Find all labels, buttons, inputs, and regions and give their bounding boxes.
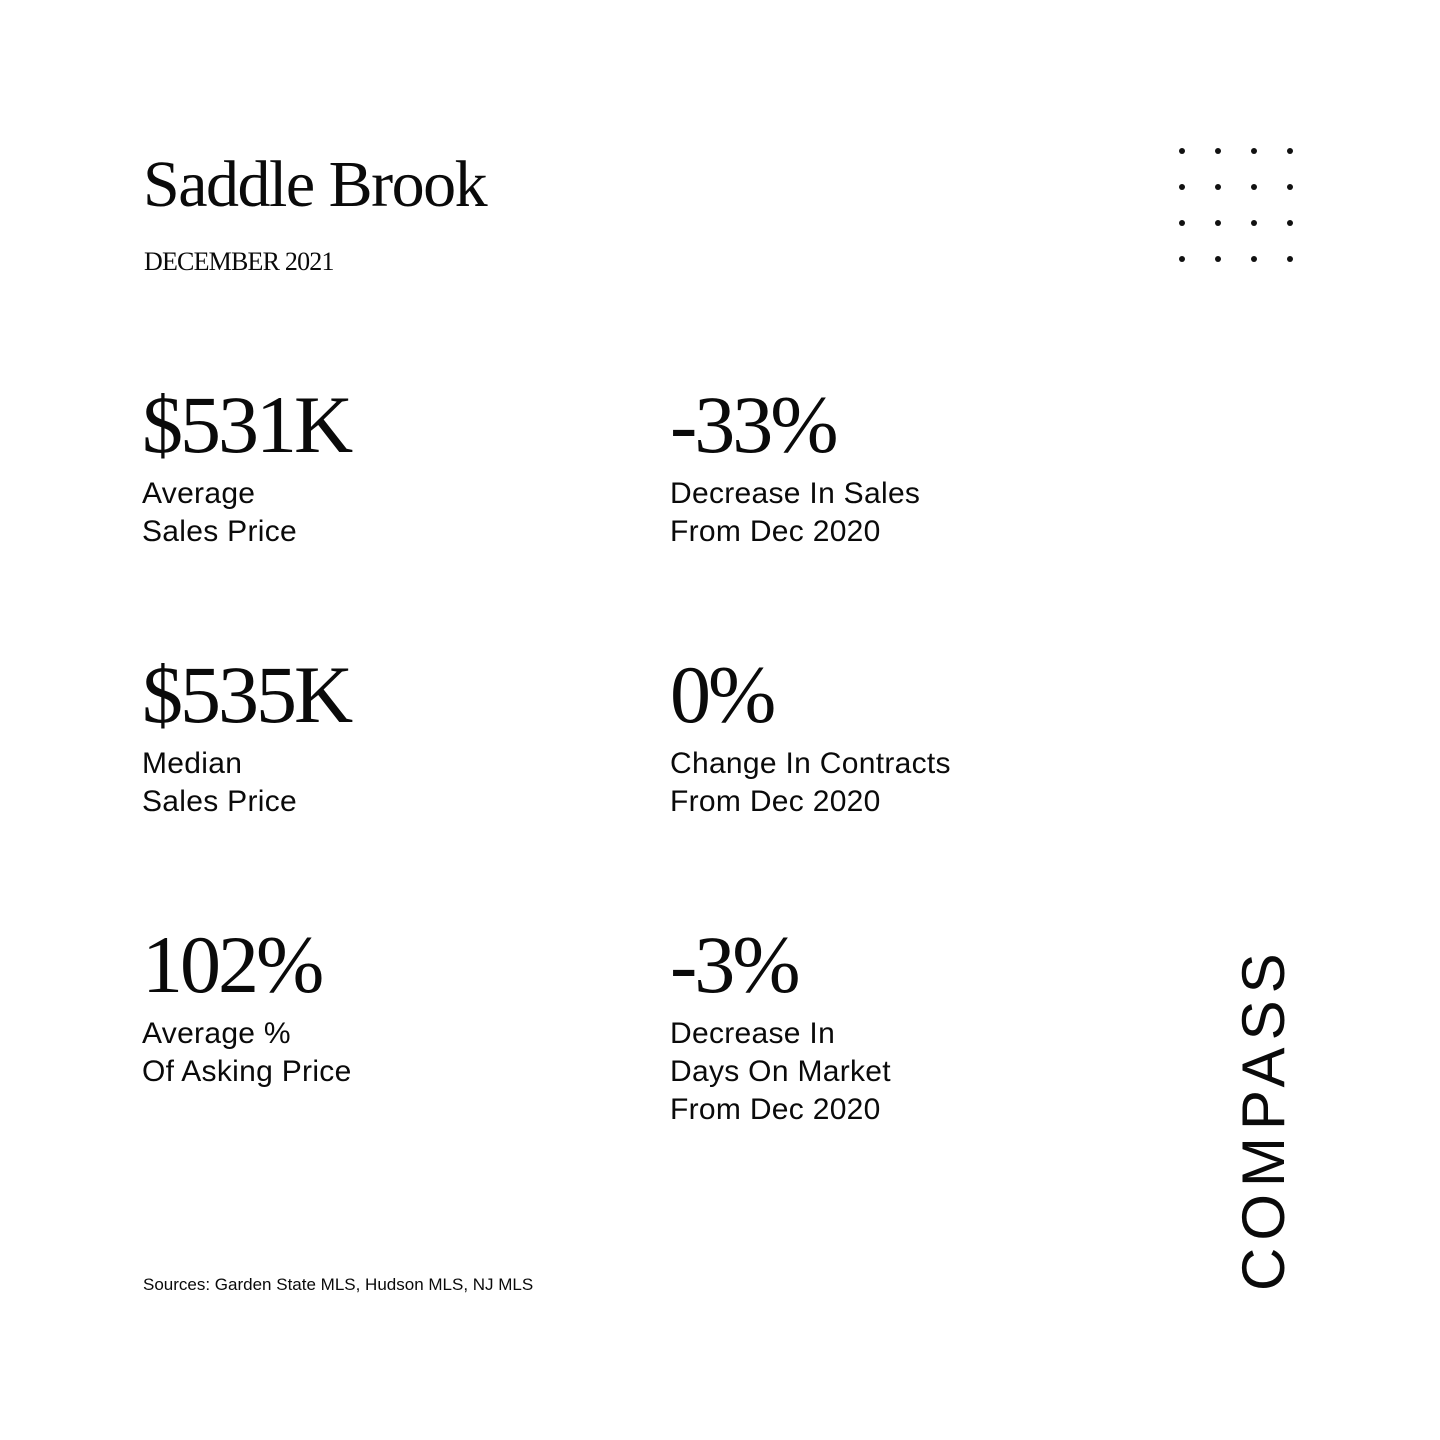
- stat-days-on-market-change: [670, 919, 1130, 1129]
- stat-value: $531K: [142, 379, 351, 470]
- dot-grid-icon: [1172, 142, 1298, 268]
- stat-label: [670, 745, 1130, 821]
- report-date: DECEMBER 2021: [144, 247, 334, 276]
- sources-note: Sources: Garden State MLS, Hudson MLS, NJ MLS: [143, 1275, 534, 1294]
- stat-sales-change: [670, 379, 1130, 551]
- stat-label-line: From Dec 2020: [670, 1093, 881, 1126]
- compass-logo-text: COMPASS: [1230, 946, 1297, 1291]
- stat-label: [142, 745, 602, 821]
- stat-label-line: Median: [142, 747, 243, 780]
- stat-label-line: From Dec 2020: [670, 515, 881, 548]
- stat-median-sales-price: [142, 649, 602, 821]
- compass-logo: [1230, 946, 1297, 1295]
- stat-label-line: Change In Contracts: [670, 747, 951, 780]
- stat-label-line: Days On Market: [670, 1055, 891, 1088]
- stat-label-line: Decrease In Sales: [670, 477, 921, 510]
- stat-label-line: Average %: [142, 1017, 291, 1050]
- stat-value: -33%: [670, 379, 836, 470]
- stat-average-sales-price: [142, 379, 602, 551]
- stat-label: [142, 475, 602, 551]
- stat-label-line: Decrease In: [670, 1017, 836, 1050]
- stat-label-line: Average: [142, 477, 256, 510]
- stat-label-line: From Dec 2020: [670, 785, 881, 818]
- stat-label-line: Sales Price: [142, 785, 298, 818]
- stat-label: [142, 1015, 602, 1091]
- stat-label-line: Sales Price: [142, 515, 298, 548]
- stat-value: $535K: [142, 649, 351, 740]
- page-title: Saddle Brook: [143, 148, 487, 221]
- stat-percent-of-asking: [142, 919, 602, 1091]
- stat-label-line: Of Asking Price: [142, 1055, 352, 1088]
- stat-label: [670, 1015, 1130, 1129]
- stat-value: 0%: [670, 649, 774, 740]
- stat-label: [670, 475, 1130, 551]
- stat-value: 102%: [142, 919, 322, 1010]
- stat-contracts-change: [670, 649, 1130, 821]
- stat-value: -3%: [670, 919, 798, 1010]
